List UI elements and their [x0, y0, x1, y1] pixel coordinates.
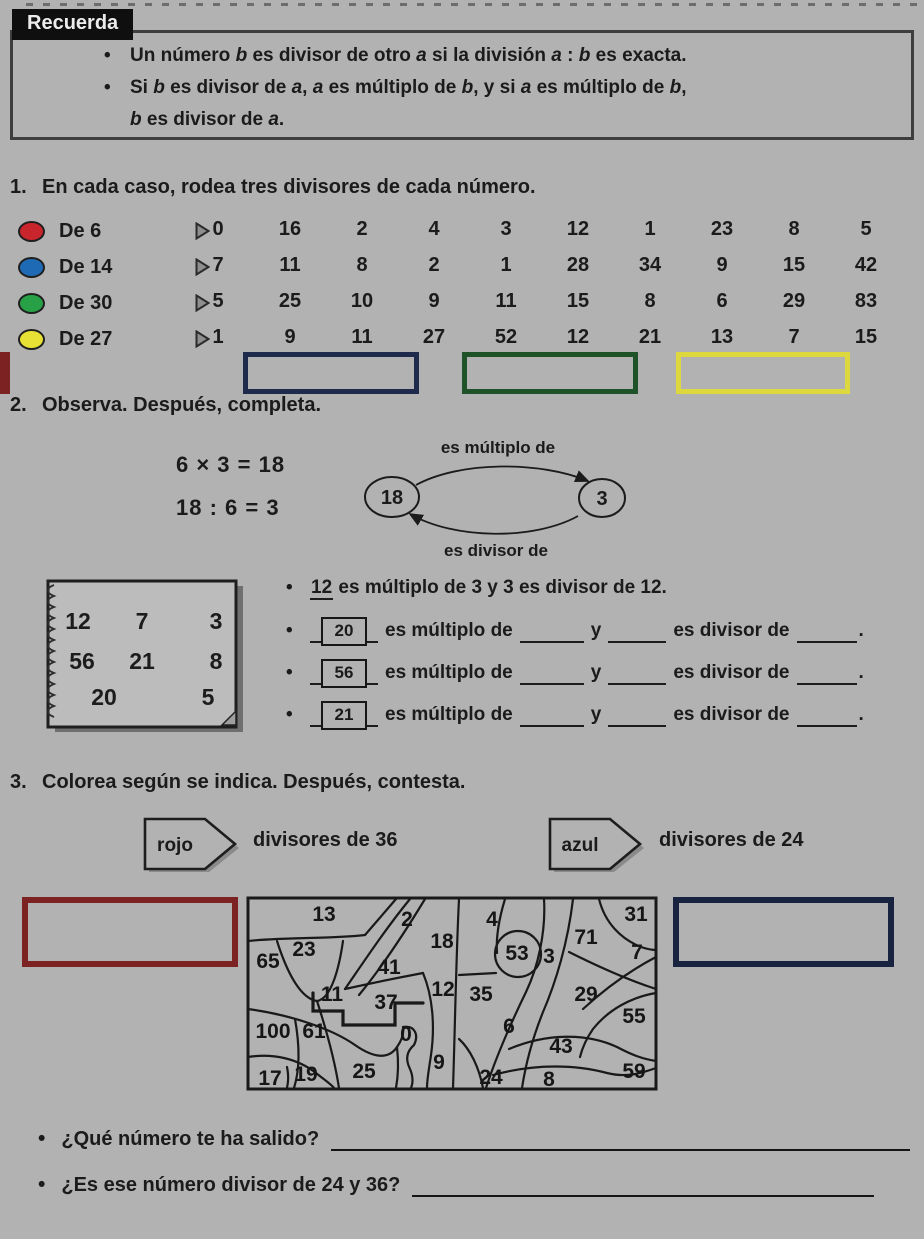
divisor-row — [18, 213, 912, 249]
answer-blank[interactable] — [520, 665, 584, 685]
puzzle-region-number: 8 — [543, 1068, 555, 1091]
section-number: 1. — [10, 176, 27, 198]
phrase-period: . — [858, 704, 864, 725]
answer-blank[interactable] — [797, 707, 857, 727]
recuerda-content — [104, 44, 904, 140]
color-dot — [18, 329, 45, 350]
row-label: De 30 — [59, 291, 113, 314]
recuerda-line — [104, 76, 904, 100]
section1-heading — [10, 176, 536, 199]
candidate-number[interactable]: 27 — [422, 326, 446, 348]
puzzle-region-number: 100 — [255, 1020, 291, 1043]
candidate-number[interactable]: 21 — [638, 326, 662, 348]
red-tag-text: divisores de 36 — [253, 829, 398, 851]
answer-blank[interactable] — [520, 707, 584, 727]
candidate-number[interactable]: 11 — [495, 290, 517, 312]
puzzle-region-number: 0 — [400, 1023, 412, 1046]
section3-heading — [10, 771, 465, 794]
candidate-number[interactable]: 4 — [428, 218, 440, 240]
line-segment — [310, 707, 321, 727]
answer-blank[interactable] — [608, 623, 666, 643]
color-dot — [18, 257, 45, 278]
section-title: En cada caso, rodea tres divisores de cada número. — [42, 176, 536, 198]
candidate-number[interactable]: 13 — [710, 326, 734, 348]
recuerda-tab: Recuerda — [12, 9, 133, 40]
example-equations — [176, 452, 285, 538]
puzzle-region-number: 25 — [352, 1060, 376, 1083]
candidate-number[interactable]: 7 — [212, 254, 224, 276]
bullet-dot: • — [286, 577, 293, 598]
candidate-number[interactable]: 8 — [788, 218, 800, 240]
divisor-row — [18, 249, 912, 285]
notepad-number: 56 — [69, 648, 95, 674]
example-sentence — [286, 577, 924, 599]
line-segment — [367, 623, 378, 643]
diagram-top-label: es múltiplo de — [440, 441, 556, 457]
bullet-dot: • — [104, 77, 111, 98]
puzzle-region-number: 13 — [312, 903, 336, 926]
candidate-number[interactable]: 2 — [428, 254, 440, 276]
candidate-number[interactable]: 9 — [284, 326, 296, 348]
color-dot — [18, 221, 45, 242]
puzzle-region-number: 65 — [256, 950, 280, 973]
question-text: ¿Es ese número divisor de 24 y 36? — [61, 1174, 401, 1196]
blue-tag — [547, 816, 649, 876]
phrase-and: y — [590, 620, 602, 641]
recuerda-line — [104, 108, 904, 132]
candidate-number[interactable]: 23 — [710, 218, 734, 240]
tag-color-label: azul — [561, 835, 599, 856]
candidate-number[interactable]: 1 — [500, 254, 512, 276]
number-options — [182, 218, 902, 241]
answer-line[interactable] — [412, 1175, 874, 1197]
given-number-box: 20 — [321, 617, 367, 646]
candidate-number[interactable]: 5 — [212, 290, 224, 312]
color-dot — [18, 293, 45, 314]
puzzle-region-number: 3 — [543, 945, 555, 968]
diagram-right-number: 3 — [596, 488, 608, 510]
answer-blank[interactable] — [608, 707, 666, 727]
candidate-number[interactable]: 10 — [350, 290, 374, 312]
divisor-row — [18, 285, 912, 321]
puzzle-region-number: 35 — [469, 983, 493, 1006]
candidate-number[interactable]: 12 — [566, 218, 590, 240]
recuerda-text: Si b es divisor de a, a es múltiplo de b, y si a es múltiplo de b, — [130, 77, 687, 98]
recuerda-line — [104, 44, 904, 68]
candidate-number[interactable]: 8 — [356, 254, 368, 276]
divisor-rows — [18, 213, 912, 357]
phrase-multiple-of: es múltiplo de — [385, 662, 513, 683]
fill-in-row — [286, 652, 924, 694]
phrase-multiple-of: es múltiplo de — [385, 704, 513, 725]
answer-box-green[interactable] — [462, 352, 638, 394]
phrase-multiple-of: es múltiplo de — [385, 620, 513, 641]
notepad-number: 12 — [65, 608, 91, 634]
section2-heading — [10, 394, 321, 417]
fill-in-rows — [286, 610, 924, 736]
puzzle-region-number: 53 — [505, 942, 529, 965]
fill-in-row — [286, 694, 924, 736]
puzzle-region-number: 23 — [292, 938, 316, 961]
candidate-number[interactable]: 11 — [351, 326, 373, 348]
row-label: De 6 — [59, 219, 102, 242]
puzzle-region-number: 31 — [624, 903, 648, 926]
given-number-box: 56 — [321, 659, 367, 688]
answer-box-blue[interactable] — [243, 352, 419, 394]
phrase-divisor-of: es divisor de — [673, 704, 790, 725]
notepad-number: 8 — [209, 648, 223, 674]
example-text: es múltiplo de 3 y 3 es divisor de 12. — [333, 577, 667, 598]
candidate-number[interactable]: 2 — [356, 218, 368, 240]
answer-box-blue[interactable] — [673, 897, 894, 967]
notepad-number: 5 — [201, 684, 215, 710]
fill-in-row — [286, 610, 924, 652]
equation: 18 : 6 = 3 — [176, 495, 280, 520]
puzzle-region-number: 18 — [430, 930, 454, 953]
candidate-number[interactable]: 15 — [782, 254, 806, 276]
puzzle-region-number: 24 — [479, 1066, 503, 1089]
puzzle-region-number: 55 — [622, 1005, 646, 1028]
coloring-puzzle[interactable] — [246, 896, 658, 1091]
candidate-number[interactable]: 25 — [278, 290, 302, 312]
puzzle-region-number: 61 — [302, 1020, 326, 1043]
bullet-dot: • — [104, 45, 111, 66]
candidate-number[interactable]: 16 — [278, 218, 302, 240]
notepad-number: 21 — [129, 648, 155, 674]
notepad-number: 7 — [135, 608, 149, 634]
puzzle-region-number: 12 — [431, 978, 455, 1001]
candidate-number[interactable]: 29 — [782, 290, 806, 312]
red-tag — [142, 816, 244, 876]
scan-artifact-dashes — [26, 3, 922, 6]
section-title: Colorea según se indica. Después, contesta. — [42, 771, 466, 793]
candidate-number[interactable]: 12 — [566, 326, 590, 348]
answer-blank[interactable] — [608, 665, 666, 685]
puzzle-region-number: 29 — [574, 983, 598, 1006]
bullet-dot: • — [286, 662, 293, 683]
notepad-number: 20 — [91, 684, 117, 710]
row-label: De 27 — [59, 327, 113, 350]
line-segment — [310, 623, 321, 643]
puzzle-region-number: 37 — [374, 991, 398, 1014]
puzzle-region-number: 41 — [377, 956, 401, 979]
puzzle-region-number: 19 — [294, 1063, 318, 1086]
candidate-number[interactable]: 3 — [500, 218, 512, 240]
puzzle-region-number: 2 — [401, 908, 413, 931]
arrow-bottom — [410, 514, 578, 534]
candidate-number[interactable]: 8 — [644, 290, 656, 312]
candidate-number[interactable]: 6 — [716, 290, 728, 312]
given-number-box: 21 — [321, 701, 367, 730]
bullet-dot: • — [38, 1127, 46, 1150]
answer-line[interactable] — [331, 1129, 910, 1151]
section-number: 2. — [10, 394, 27, 416]
phrase-and: y — [590, 662, 602, 683]
arrow-top — [416, 466, 588, 485]
candidate-number[interactable]: 9 — [716, 254, 728, 276]
candidate-number[interactable]: 0 — [212, 218, 224, 240]
bullet-dot: • — [286, 704, 293, 725]
puzzle-region-number: 7 — [631, 941, 643, 964]
answer-blank[interactable] — [797, 665, 857, 685]
puzzle-region-number: 4 — [486, 908, 498, 931]
notepad — [42, 577, 248, 737]
puzzle-region-number: 71 — [574, 926, 598, 949]
recuerda-text: b es divisor de a. — [130, 109, 285, 130]
multiple-divisor-diagram — [350, 441, 650, 561]
question-text: ¿Qué número te ha salido? — [61, 1128, 320, 1150]
candidate-number[interactable]: 1 — [644, 218, 656, 240]
line-segment — [367, 707, 378, 727]
candidate-number[interactable]: 11 — [279, 254, 301, 276]
section-number: 3. — [10, 771, 27, 793]
line-segment — [310, 665, 321, 685]
candidate-number[interactable]: 7 — [788, 326, 800, 348]
candidate-number[interactable]: 1 — [212, 326, 224, 348]
number-options — [182, 290, 902, 313]
candidate-number[interactable]: 83 — [854, 290, 878, 312]
line-segment — [367, 665, 378, 685]
candidate-number[interactable]: 5 — [860, 218, 872, 240]
puzzle-region-number: 43 — [549, 1035, 573, 1058]
complete-sentences — [286, 577, 924, 736]
diagram-left-number: 18 — [380, 487, 404, 509]
answer-box-red[interactable] — [22, 897, 238, 967]
puzzle-region-number: 59 — [622, 1060, 646, 1083]
question-row — [38, 1127, 910, 1151]
puzzle-region-number: 11 — [320, 983, 344, 1006]
question-row — [38, 1173, 874, 1197]
blue-tag-text: divisores de 24 — [659, 829, 804, 851]
candidate-number[interactable]: 52 — [494, 326, 518, 348]
number-options — [182, 326, 902, 349]
bullet-dot: • — [38, 1173, 46, 1196]
section-title: Observa. Después, completa. — [42, 394, 322, 416]
bullet-dot: • — [286, 620, 293, 641]
answer-blank[interactable] — [520, 623, 584, 643]
phrase-divisor-of: es divisor de — [673, 620, 790, 641]
puzzle-region-number: 17 — [258, 1067, 282, 1090]
candidate-number[interactable]: 42 — [854, 254, 878, 276]
notepad-number: 3 — [209, 608, 223, 634]
phrase-divisor-of: es divisor de — [673, 662, 790, 683]
candidate-number[interactable]: 28 — [566, 254, 590, 276]
puzzle-region-number: 9 — [433, 1051, 445, 1074]
puzzle-region-number: 6 — [503, 1015, 515, 1038]
equation: 6 × 3 = 18 — [176, 452, 286, 477]
recuerda-text: Un número b es divisor de otro a si la división a : b es exacta. — [130, 45, 687, 66]
diagram-bottom-label: es divisor de — [444, 541, 548, 560]
answer-box-red[interactable] — [0, 352, 10, 394]
example-lead: 12 — [311, 577, 333, 598]
bullet-dot — [104, 108, 130, 132]
candidate-number[interactable]: 34 — [638, 254, 662, 276]
phrase-and: y — [590, 704, 602, 725]
answer-box-yellow[interactable] — [676, 352, 850, 394]
tag-color-label: rojo — [157, 835, 193, 856]
candidate-number[interactable]: 9 — [428, 290, 440, 312]
candidate-number[interactable]: 15 — [566, 290, 590, 312]
phrase-period: . — [858, 620, 864, 641]
number-options — [182, 254, 902, 277]
row-label: De 14 — [59, 255, 113, 278]
answer-blank[interactable] — [797, 623, 857, 643]
candidate-number[interactable]: 15 — [854, 326, 878, 348]
phrase-period: . — [858, 662, 864, 683]
